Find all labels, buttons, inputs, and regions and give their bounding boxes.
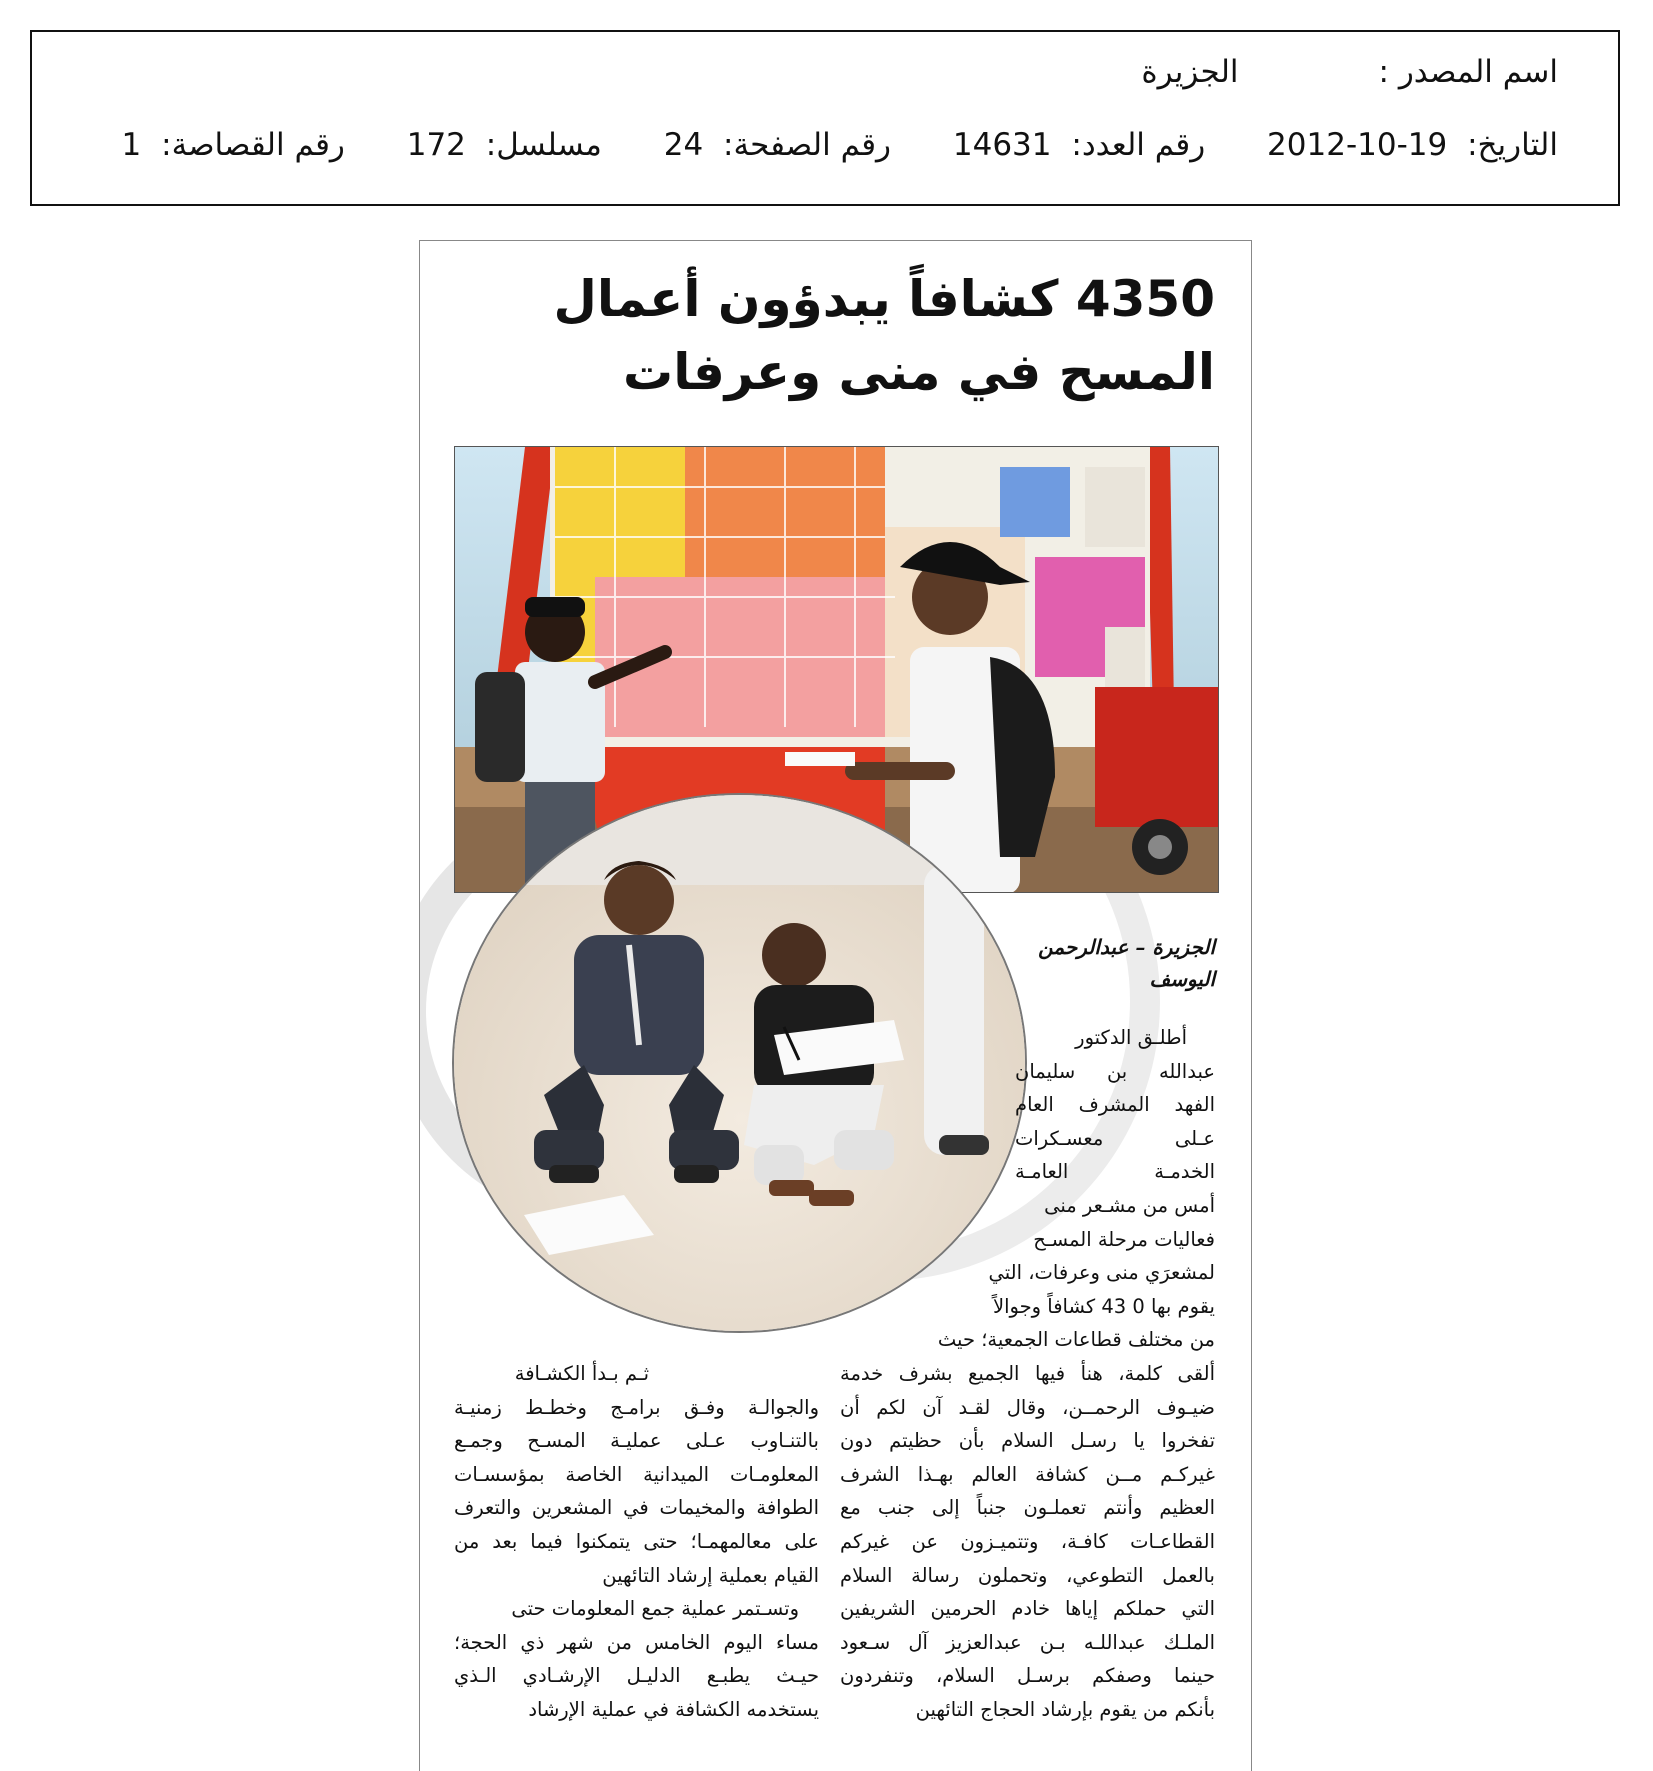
text-line: تفخروا يا رسـل السلام بأن حظيتم دون [840, 1429, 1215, 1453]
text-line: القطاعـات كافـة، وتتميـزون عن غيركم [840, 1529, 1215, 1553]
text-line: من مختلف قطاعات الجمعية؛ حيث [937, 1328, 1215, 1352]
inset-photo [452, 793, 1027, 1333]
headline [495, 263, 1215, 409]
byline-line-1: الجزيرة – عبدالرحمن [1038, 935, 1215, 959]
text-line: عبدالله بن سليمان [1015, 1059, 1215, 1083]
details-row [122, 127, 1558, 163]
text-line: الخدمـة العامـة [1015, 1160, 1215, 1184]
text-line: ثـم بـدأ الكشـافة [514, 1362, 649, 1385]
text-line: العظيم وأنتم تعملـون جنباً إلى جنب مع [840, 1496, 1215, 1520]
text-line: وتسـتمر عملية جمع المعلومات حتى [511, 1597, 799, 1621]
body-column-left [454, 1357, 819, 1727]
text-line: والجوالـة وفـق برامـج وخطـط زمنيـة [454, 1395, 819, 1419]
clip-number-label: رقم القصاصة: [161, 127, 345, 163]
page-value: 24 [663, 127, 704, 163]
text-line: بأنكم من يقوم بإرشاد الحجاج التائهين [915, 1697, 1215, 1721]
issue-label: رقم العدد: [1071, 127, 1206, 163]
text-line: بالتنـاوب عـلى عمليـة المسـح وجمـع [454, 1429, 819, 1453]
text-line: حيـث يطبـع الدليـل الإرشـادي الـذي [454, 1664, 819, 1688]
text-line: ضيـوف الرحمــن، وقال لقـد آن لكم أن [840, 1395, 1215, 1419]
serial-label: مسلسل: [485, 127, 602, 163]
text-line: غيركـم مــن كشافة العالم بهـذا الشرف [840, 1462, 1215, 1486]
text-line: الفهد المشرف العام [1015, 1093, 1215, 1117]
text-line: أمس من مشـعر منى [1044, 1193, 1215, 1217]
headline-line-1: 4350 كشافاً يبدؤون أعمال [553, 270, 1215, 328]
text-line: لمشعرَي منى وعرفات، التي [988, 1261, 1215, 1285]
text-line: بالعمل التطوعي، وتحملون رسالة السلام [840, 1563, 1215, 1587]
text-line: المعلومـات الميدانية الخاصة بمؤسسـات [454, 1462, 819, 1486]
newspaper-clipping [419, 240, 1252, 1771]
text-line: الملـك عبداللـه بـن عبدالعزيز آل سـعود [840, 1630, 1215, 1654]
serial-value: 172 [406, 127, 466, 163]
page-label: رقم الصفحة: [723, 127, 892, 163]
byline-line-2: اليوسف [1149, 967, 1215, 991]
date-label: التاريخ: [1467, 127, 1558, 163]
issue-value: 14631 [952, 127, 1052, 163]
text-line: فعاليات مرحلة المسـح [1033, 1227, 1215, 1251]
text-line: ألقى كلمة، هنأ فيها الجميع بشرف خدمة [840, 1362, 1215, 1385]
text-line: عـلى معسـكرات [1015, 1126, 1215, 1150]
body-column-right [840, 1357, 1215, 1727]
source-label: اسم المصدر : [1378, 54, 1558, 90]
text-line: القيام بعملية إرشاد التائهين [602, 1563, 819, 1587]
body-column-narrow [937, 1021, 1215, 1357]
text-line: حينما وصفكم برسـل السلام، وتنفردون [840, 1664, 1215, 1688]
source-row [1141, 54, 1558, 90]
text-line: مساء اليوم الخامس من شهر ذي الحجة؛ [454, 1630, 819, 1654]
text-line: التي حملكم إياها خادم الحرمين الشريفين [840, 1597, 1215, 1621]
text-line: يستخدمه الكشافة في عملية الإرشاد [528, 1697, 819, 1721]
date-value: 2012-10-19 [1267, 127, 1448, 163]
clipping-info-box [30, 30, 1620, 206]
source-value: الجزيرة [1141, 54, 1239, 90]
text-line: الطوافة والمخيمات في المشعرين والتعرف [454, 1496, 819, 1520]
byline [1015, 931, 1215, 995]
clip-number-value: 1 [121, 127, 142, 163]
headline-line-2: المسح في منى وعرفات [623, 343, 1215, 401]
text-line: يقوم بها 0 43 كشافاً وجوالاً [992, 1294, 1215, 1318]
crouching-scouts-scene [454, 795, 1027, 1333]
text-line: على معالمهمـا؛ حتى يتمكنوا فيما بعد من [454, 1529, 819, 1553]
text-line: أطلـق الدكتور [1075, 1026, 1187, 1049]
